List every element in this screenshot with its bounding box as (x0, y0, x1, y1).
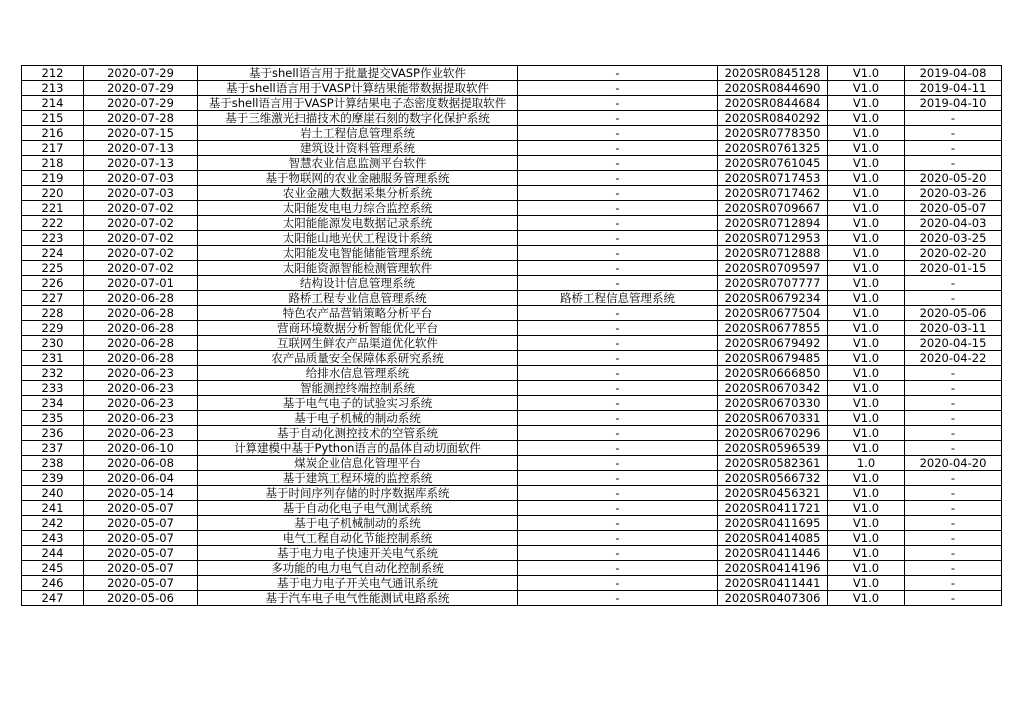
cell-publish-date: 2020-05-20 (905, 171, 1002, 186)
cell-number: 226 (22, 276, 84, 291)
cell-software-name: 给排水信息管理系统 (198, 366, 518, 381)
cell-registration-number: 2020SR0414085 (718, 531, 828, 546)
cell-version: V1.0 (828, 396, 905, 411)
cell-number: 220 (22, 186, 84, 201)
cell-software-name: 互联网生鲜农产品渠道优化软件 (198, 336, 518, 351)
cell-version: V1.0 (828, 576, 905, 591)
cell-date: 2020-05-07 (84, 516, 198, 531)
cell-publish-date: - (905, 591, 1002, 606)
cell-date: 2020-07-29 (84, 66, 198, 81)
cell-publish-date: - (905, 501, 1002, 516)
table-row (22, 216, 1002, 231)
cell-registration-number: 2020SR0840292 (718, 111, 828, 126)
cell-software-name: 智能测控终端控制系统 (198, 381, 518, 396)
cell-version: V1.0 (828, 111, 905, 126)
cell-publish-date: - (905, 576, 1002, 591)
cell-date: 2020-07-29 (84, 96, 198, 111)
table-row (22, 486, 1002, 501)
cell-registration-number: 2020SR0845128 (718, 66, 828, 81)
cell-publish-date: - (905, 531, 1002, 546)
cell-date: 2020-06-28 (84, 291, 198, 306)
cell-date: 2020-06-04 (84, 471, 198, 486)
cell-short-name: - (518, 156, 718, 171)
cell-date: 2020-06-28 (84, 351, 198, 366)
cell-short-name: - (518, 246, 718, 261)
software-copyright-table (21, 65, 1002, 606)
table-row (22, 441, 1002, 456)
cell-number: 216 (22, 126, 84, 141)
cell-publish-date: - (905, 276, 1002, 291)
cell-short-name: - (518, 201, 718, 216)
cell-short-name: - (518, 126, 718, 141)
cell-number: 238 (22, 456, 84, 471)
cell-registration-number: 2020SR0677855 (718, 321, 828, 336)
cell-registration-number: 2020SR0709667 (718, 201, 828, 216)
cell-short-name: - (518, 471, 718, 486)
cell-date: 2020-06-23 (84, 411, 198, 426)
cell-date: 2020-07-02 (84, 201, 198, 216)
cell-publish-date: - (905, 126, 1002, 141)
cell-software-name: 基于物联网的农业金融服务管理系统 (198, 171, 518, 186)
cell-registration-number: 2020SR0844690 (718, 81, 828, 96)
cell-number: 227 (22, 291, 84, 306)
cell-registration-number: 2020SR0666850 (718, 366, 828, 381)
cell-registration-number: 2020SR0717453 (718, 171, 828, 186)
cell-number: 224 (22, 246, 84, 261)
cell-registration-number: 2020SR0670296 (718, 426, 828, 441)
cell-date: 2020-07-03 (84, 171, 198, 186)
cell-short-name: - (518, 141, 718, 156)
cell-date: 2020-06-08 (84, 456, 198, 471)
cell-registration-number: 2020SR0707777 (718, 276, 828, 291)
cell-software-name: 结构设计信息管理系统 (198, 276, 518, 291)
cell-date: 2020-07-29 (84, 81, 198, 96)
cell-software-name: 基于三维激光扫描技术的摩崖石刻的数字化保护系统 (198, 111, 518, 126)
cell-version: V1.0 (828, 426, 905, 441)
table-row (22, 381, 1002, 396)
cell-publish-date: 2020-04-03 (905, 216, 1002, 231)
cell-version: 1.0 (828, 456, 905, 471)
cell-short-name: - (518, 501, 718, 516)
cell-date: 2020-06-10 (84, 441, 198, 456)
cell-registration-number: 2020SR0411721 (718, 501, 828, 516)
cell-publish-date: 2019-04-11 (905, 81, 1002, 96)
table-row (22, 456, 1002, 471)
cell-software-name: 建筑设计资料管理系统 (198, 141, 518, 156)
cell-date: 2020-05-07 (84, 501, 198, 516)
cell-version: V1.0 (828, 411, 905, 426)
cell-short-name: - (518, 306, 718, 321)
cell-registration-number: 2020SR0677504 (718, 306, 828, 321)
cell-registration-number: 2020SR0407306 (718, 591, 828, 606)
cell-software-name: 计算建模中基于Python语言的晶体自动切面软件 (198, 441, 518, 456)
table-row (22, 561, 1002, 576)
cell-software-name: 营商环境数据分析智能优化平台 (198, 321, 518, 336)
cell-date: 2020-07-03 (84, 186, 198, 201)
cell-date: 2020-07-13 (84, 156, 198, 171)
cell-registration-number: 2020SR0566732 (718, 471, 828, 486)
cell-date: 2020-07-28 (84, 111, 198, 126)
cell-version: V1.0 (828, 321, 905, 336)
cell-publish-date: 2020-05-07 (905, 201, 1002, 216)
table-row (22, 516, 1002, 531)
cell-short-name: - (518, 261, 718, 276)
cell-version: V1.0 (828, 66, 905, 81)
cell-publish-date: - (905, 486, 1002, 501)
cell-number: 223 (22, 231, 84, 246)
table-row (22, 171, 1002, 186)
cell-date: 2020-06-28 (84, 306, 198, 321)
cell-date: 2020-07-01 (84, 276, 198, 291)
cell-publish-date: - (905, 141, 1002, 156)
cell-publish-date: - (905, 516, 1002, 531)
cell-software-name: 太阳能资源智能检测管理软件 (198, 261, 518, 276)
table-row (22, 291, 1002, 306)
cell-software-name: 电气工程自动化节能控制系统 (198, 531, 518, 546)
cell-date: 2020-07-15 (84, 126, 198, 141)
cell-short-name: - (518, 276, 718, 291)
cell-registration-number: 2020SR0709597 (718, 261, 828, 276)
cell-version: V1.0 (828, 471, 905, 486)
cell-number: 245 (22, 561, 84, 576)
cell-short-name: - (518, 231, 718, 246)
cell-date: 2020-06-23 (84, 366, 198, 381)
cell-number: 237 (22, 441, 84, 456)
cell-version: V1.0 (828, 216, 905, 231)
cell-short-name: - (518, 381, 718, 396)
cell-version: V1.0 (828, 501, 905, 516)
cell-short-name: - (518, 336, 718, 351)
cell-software-name: 农业金融大数据采集分析系统 (198, 186, 518, 201)
cell-registration-number: 2020SR0414196 (718, 561, 828, 576)
cell-software-name: 智慧农业信息监测平台软件 (198, 156, 518, 171)
cell-registration-number: 2020SR0411441 (718, 576, 828, 591)
cell-short-name: - (518, 426, 718, 441)
cell-software-name: 太阳能山地光伏工程设计系统 (198, 231, 518, 246)
cell-date: 2020-06-23 (84, 426, 198, 441)
table-row (22, 426, 1002, 441)
cell-software-name: 基于shell语言用于VASP计算结果能带数据提取软件 (198, 81, 518, 96)
cell-number: 230 (22, 336, 84, 351)
cell-short-name: - (518, 411, 718, 426)
cell-version: V1.0 (828, 441, 905, 456)
cell-software-name: 基于shell语言用于VASP计算结果电子态密度数据提取软件 (198, 96, 518, 111)
cell-short-name: - (518, 81, 718, 96)
cell-registration-number: 2020SR0761045 (718, 156, 828, 171)
cell-number: 241 (22, 501, 84, 516)
cell-version: V1.0 (828, 516, 905, 531)
cell-registration-number: 2020SR0411446 (718, 546, 828, 561)
cell-version: V1.0 (828, 531, 905, 546)
cell-date: 2020-05-06 (84, 591, 198, 606)
table-row (22, 141, 1002, 156)
table-row (22, 231, 1002, 246)
cell-number: 242 (22, 516, 84, 531)
cell-publish-date: 2020-02-20 (905, 246, 1002, 261)
cell-software-name: 基于电子机械制动的系统 (198, 516, 518, 531)
table-row (22, 261, 1002, 276)
cell-software-name: 基于shell语言用于批量提交VASP作业软件 (198, 66, 518, 81)
cell-publish-date: 2019-04-08 (905, 66, 1002, 81)
cell-number: 221 (22, 201, 84, 216)
cell-number: 236 (22, 426, 84, 441)
cell-number: 234 (22, 396, 84, 411)
cell-publish-date: - (905, 441, 1002, 456)
table-row (22, 81, 1002, 96)
cell-date: 2020-07-02 (84, 216, 198, 231)
cell-registration-number: 2020SR0456321 (718, 486, 828, 501)
cell-number: 231 (22, 351, 84, 366)
cell-publish-date: - (905, 546, 1002, 561)
cell-number: 239 (22, 471, 84, 486)
cell-short-name: - (518, 351, 718, 366)
cell-short-name: - (518, 516, 718, 531)
table-row (22, 366, 1002, 381)
table-row (22, 531, 1002, 546)
cell-registration-number: 2020SR0670331 (718, 411, 828, 426)
cell-registration-number: 2020SR0712894 (718, 216, 828, 231)
table-row (22, 111, 1002, 126)
cell-registration-number: 2020SR0679234 (718, 291, 828, 306)
cell-version: V1.0 (828, 141, 905, 156)
cell-short-name: - (518, 561, 718, 576)
table-row (22, 321, 1002, 336)
cell-short-name: - (518, 66, 718, 81)
table-row (22, 246, 1002, 261)
cell-publish-date: 2020-05-06 (905, 306, 1002, 321)
cell-version: V1.0 (828, 201, 905, 216)
cell-registration-number: 2020SR0582361 (718, 456, 828, 471)
table-row (22, 396, 1002, 411)
table-row (22, 591, 1002, 606)
cell-registration-number: 2020SR0596539 (718, 441, 828, 456)
cell-publish-date: 2020-01-15 (905, 261, 1002, 276)
cell-date: 2020-07-13 (84, 141, 198, 156)
cell-publish-date: - (905, 471, 1002, 486)
cell-publish-date: - (905, 396, 1002, 411)
cell-short-name: - (518, 531, 718, 546)
cell-version: V1.0 (828, 306, 905, 321)
cell-registration-number: 2020SR0411695 (718, 516, 828, 531)
table-body (22, 66, 1002, 606)
cell-version: V1.0 (828, 351, 905, 366)
cell-short-name: - (518, 321, 718, 336)
cell-software-name: 太阳能发电电力综合监控系统 (198, 201, 518, 216)
cell-version: V1.0 (828, 561, 905, 576)
cell-version: V1.0 (828, 486, 905, 501)
cell-number: 233 (22, 381, 84, 396)
cell-software-name: 基于建筑工程环境的监控系统 (198, 471, 518, 486)
cell-publish-date: - (905, 156, 1002, 171)
cell-version: V1.0 (828, 156, 905, 171)
cell-publish-date: 2020-03-25 (905, 231, 1002, 246)
cell-software-name: 基于自动化测控技术的空管系统 (198, 426, 518, 441)
cell-software-name: 基于汽车电子电气性能测试电路系统 (198, 591, 518, 606)
cell-short-name: - (518, 396, 718, 411)
cell-number: 215 (22, 111, 84, 126)
cell-short-name: - (518, 216, 718, 231)
cell-version: V1.0 (828, 231, 905, 246)
cell-version: V1.0 (828, 186, 905, 201)
cell-publish-date: - (905, 366, 1002, 381)
cell-registration-number: 2020SR0670342 (718, 381, 828, 396)
cell-version: V1.0 (828, 81, 905, 96)
cell-version: V1.0 (828, 381, 905, 396)
cell-publish-date: - (905, 411, 1002, 426)
table-row (22, 186, 1002, 201)
cell-publish-date: - (905, 291, 1002, 306)
cell-version: V1.0 (828, 276, 905, 291)
cell-version: V1.0 (828, 366, 905, 381)
cell-software-name: 路桥工程专业信息管理系统 (198, 291, 518, 306)
cell-registration-number: 2020SR0670330 (718, 396, 828, 411)
cell-publish-date: - (905, 426, 1002, 441)
cell-date: 2020-05-07 (84, 561, 198, 576)
cell-software-name: 基于自动化电子电气测试系统 (198, 501, 518, 516)
cell-date: 2020-05-14 (84, 486, 198, 501)
cell-date: 2020-06-23 (84, 381, 198, 396)
cell-number: 213 (22, 81, 84, 96)
cell-version: V1.0 (828, 171, 905, 186)
cell-date: 2020-07-02 (84, 246, 198, 261)
table-row (22, 336, 1002, 351)
cell-registration-number: 2020SR0761325 (718, 141, 828, 156)
cell-short-name: 路桥工程信息管理系统 (518, 291, 718, 306)
cell-publish-date: 2020-03-26 (905, 186, 1002, 201)
cell-software-name: 基于电气电子的试验实习系统 (198, 396, 518, 411)
table-row (22, 411, 1002, 426)
cell-short-name: - (518, 171, 718, 186)
cell-number: 222 (22, 216, 84, 231)
cell-software-name: 岩土工程信息管理系统 (198, 126, 518, 141)
cell-number: 247 (22, 591, 84, 606)
cell-date: 2020-06-28 (84, 321, 198, 336)
cell-publish-date: 2019-04-10 (905, 96, 1002, 111)
table-row (22, 546, 1002, 561)
cell-number: 214 (22, 96, 84, 111)
cell-date: 2020-05-07 (84, 531, 198, 546)
cell-publish-date: - (905, 561, 1002, 576)
cell-date: 2020-05-07 (84, 546, 198, 561)
cell-publish-date: 2020-04-20 (905, 456, 1002, 471)
cell-software-name: 多功能的电力电气自动化控制系统 (198, 561, 518, 576)
table-row (22, 351, 1002, 366)
cell-registration-number: 2020SR0679485 (718, 351, 828, 366)
cell-short-name: - (518, 486, 718, 501)
cell-software-name: 太阳能发电智能储能管理系统 (198, 246, 518, 261)
cell-number: 212 (22, 66, 84, 81)
cell-number: 218 (22, 156, 84, 171)
cell-version: V1.0 (828, 291, 905, 306)
cell-registration-number: 2020SR0778350 (718, 126, 828, 141)
cell-date: 2020-07-02 (84, 261, 198, 276)
cell-number: 244 (22, 546, 84, 561)
cell-short-name: - (518, 186, 718, 201)
cell-software-name: 基于电力电子快速开关电气系统 (198, 546, 518, 561)
cell-software-name: 基于时间序列存储的时序数据库系统 (198, 486, 518, 501)
table-row (22, 471, 1002, 486)
cell-short-name: - (518, 96, 718, 111)
cell-version: V1.0 (828, 261, 905, 276)
cell-registration-number: 2020SR0844684 (718, 96, 828, 111)
cell-date: 2020-05-07 (84, 576, 198, 591)
cell-version: V1.0 (828, 546, 905, 561)
cell-short-name: - (518, 591, 718, 606)
cell-short-name: - (518, 111, 718, 126)
cell-number: 243 (22, 531, 84, 546)
cell-publish-date: - (905, 381, 1002, 396)
table-row (22, 156, 1002, 171)
cell-registration-number: 2020SR0712953 (718, 231, 828, 246)
cell-registration-number: 2020SR0717462 (718, 186, 828, 201)
table-row (22, 501, 1002, 516)
table-row (22, 96, 1002, 111)
cell-date: 2020-06-23 (84, 396, 198, 411)
table-row (22, 276, 1002, 291)
table-row (22, 66, 1002, 81)
cell-number: 246 (22, 576, 84, 591)
cell-software-name: 特色农产品营销策略分析平台 (198, 306, 518, 321)
cell-registration-number: 2020SR0712888 (718, 246, 828, 261)
cell-number: 217 (22, 141, 84, 156)
cell-version: V1.0 (828, 246, 905, 261)
cell-number: 228 (22, 306, 84, 321)
cell-version: V1.0 (828, 591, 905, 606)
cell-number: 232 (22, 366, 84, 381)
cell-short-name: - (518, 546, 718, 561)
table-row (22, 201, 1002, 216)
cell-date: 2020-07-02 (84, 231, 198, 246)
cell-version: V1.0 (828, 336, 905, 351)
cell-registration-number: 2020SR0679492 (718, 336, 828, 351)
cell-publish-date: - (905, 111, 1002, 126)
cell-publish-date: 2020-04-22 (905, 351, 1002, 366)
cell-software-name: 农产品质量安全保障体系研究系统 (198, 351, 518, 366)
cell-short-name: - (518, 456, 718, 471)
table-row (22, 126, 1002, 141)
cell-software-name: 煤炭企业信息化管理平台 (198, 456, 518, 471)
cell-number: 225 (22, 261, 84, 276)
cell-publish-date: 2020-04-15 (905, 336, 1002, 351)
cell-number: 229 (22, 321, 84, 336)
cell-publish-date: 2020-03-11 (905, 321, 1002, 336)
cell-version: V1.0 (828, 96, 905, 111)
table-row (22, 576, 1002, 591)
cell-version: V1.0 (828, 126, 905, 141)
cell-software-name: 基于电力电子开关电气通讯系统 (198, 576, 518, 591)
cell-number: 240 (22, 486, 84, 501)
cell-number: 219 (22, 171, 84, 186)
cell-date: 2020-06-28 (84, 336, 198, 351)
cell-software-name: 太阳能能源发电数据记录系统 (198, 216, 518, 231)
cell-short-name: - (518, 366, 718, 381)
cell-short-name: - (518, 441, 718, 456)
cell-number: 235 (22, 411, 84, 426)
cell-short-name: - (518, 576, 718, 591)
cell-software-name: 基于电子机械的制动系统 (198, 411, 518, 426)
table-row (22, 306, 1002, 321)
